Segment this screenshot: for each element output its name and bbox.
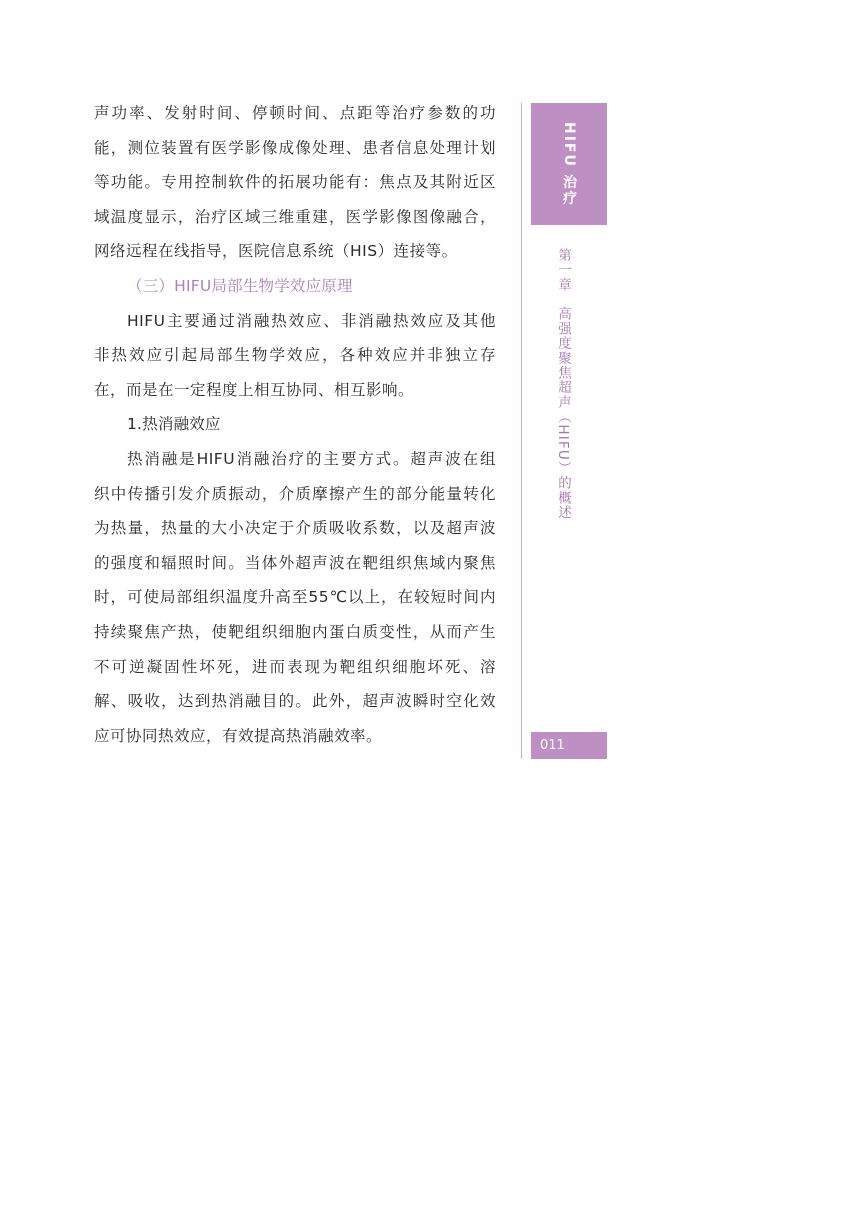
section-tab-label: HIFU 治疗 bbox=[561, 121, 577, 207]
body-line: 持续聚焦产热，使靶组织细胞内蛋白质变性，从而产生 bbox=[94, 622, 496, 641]
section-tab bbox=[531, 103, 607, 225]
body-line: 的强度和辐照时间。当体外超声波在靶组织焦域内聚焦 bbox=[94, 553, 496, 572]
body-line: 等功能。专用控制软件的拓展功能有：焦点及其附近区 bbox=[94, 173, 496, 192]
main-text bbox=[94, 96, 496, 753]
page-number: 011 bbox=[531, 732, 607, 759]
body-line: 为热量，热量的大小决定于介质吸收系数，以及超声波 bbox=[94, 519, 496, 538]
subsection-heading: 1.热消融效应 bbox=[127, 415, 221, 434]
margin-divider bbox=[521, 103, 522, 759]
body-line: 织中传播引发介质振动，介质摩擦产生的部分能量转化 bbox=[94, 484, 496, 503]
body-line: 声功率、发射时间、停顿时间、点距等治疗参数的功 bbox=[94, 104, 496, 122]
body-line: HIFU主要通过消融热效应、非消融热效应及其他 bbox=[127, 311, 496, 330]
chapter-title: 第一章 高强度聚焦超声（HIFU）的概述 bbox=[555, 248, 571, 520]
section-heading: （三）HIFU局部生物学效应原理 bbox=[127, 276, 353, 295]
body-line: 能，测位装置有医学影像成像处理、患者信息处理计划 bbox=[94, 138, 496, 157]
body-line: 热消融是HIFU消融治疗的主要方式。超声波在组 bbox=[127, 449, 496, 468]
body-line: 网络远程在线指导，医院信息系统（HIS）连接等。 bbox=[94, 242, 458, 261]
body-line: 解、吸收，达到热消融目的。此外，超声波瞬时空化效 bbox=[94, 692, 496, 711]
body-line: 不可逆凝固性坏死，进而表现为靶组织细胞坏死、溶 bbox=[94, 657, 496, 676]
body-line: 非热效应引起局部生物学效应，各种效应并非独立存 bbox=[94, 346, 496, 365]
body-line: 域温度显示，治疗区域三维重建，医学影像图像融合， bbox=[94, 207, 496, 226]
body-line: 在，而是在一定程度上相互协同、相互影响。 bbox=[94, 380, 415, 399]
body-line: 应可协同热效应，有效提高热消融效率。 bbox=[94, 726, 383, 745]
body-line: 时，可使局部组织温度升高至55℃以上，在较短时间内 bbox=[94, 588, 496, 607]
